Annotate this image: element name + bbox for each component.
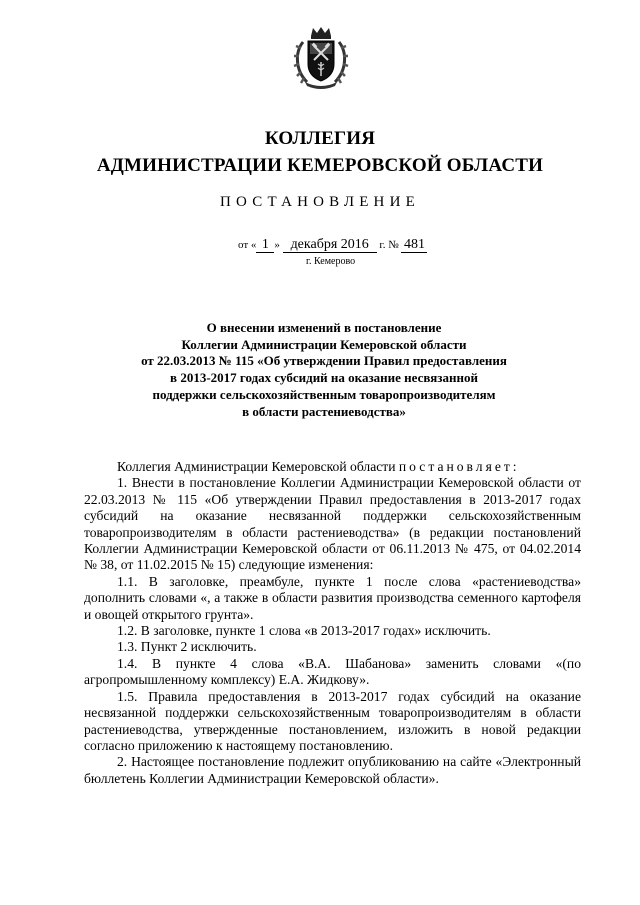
subject-line: от 22.03.2013 № 115 «Об утверждении Правил предоставления xyxy=(141,353,507,369)
body-paragraph: 1.5. Правила предоставления в 2013-2017 годах субсидий на оказание несвязанной поддержки сельскохозяйственным товаропроизводителям в области растениеводства, утвержденные постановлением, изложить в новой редакции согласно приложению к настоящему постановлению. xyxy=(84,688,581,753)
date-prefix: от « xyxy=(238,239,257,251)
date-mid: » xyxy=(274,239,280,251)
org-title-line-2: АДМИНИСТРАЦИИ КЕМЕРОВСКОЙ ОБЛАСТИ xyxy=(96,155,544,176)
document-body xyxy=(84,459,581,787)
document-city: г. Кемерово xyxy=(306,256,356,267)
body-paragraph: 2. Настоящее постановление подлежит опубликованию на сайте «Электронный бюллетень Коллегии Администрации Кемеровской области». xyxy=(84,754,581,786)
intro-text: Коллегия Администрации Кемеровской области xyxy=(117,459,396,474)
document-type: ПОСТАНОВЛЕНИЕ xyxy=(220,194,420,210)
body-paragraph: 1.1. В заголовке, преамбуле, пункте 1 после слова «растениеводства» дополнить словами «, а также в области развития производства семенного картофеля и овощей открытого грунта». xyxy=(84,573,581,622)
subject-line: О внесении изменений в постановление xyxy=(206,320,442,335)
date-day: 1 xyxy=(256,238,274,253)
body-paragraph: 1.2. В заголовке, пункте 1 слова «в 2013-2017 годах» исключить. xyxy=(117,623,491,639)
intro-decree-word: постановляет: xyxy=(398,459,520,474)
subject-line: в области растениеводства» xyxy=(242,403,406,419)
intro-paragraph xyxy=(84,459,581,475)
subject-line: в 2013-2017 годах субсидий на оказание несвязанной xyxy=(170,370,478,386)
date-year-suffix: г. xyxy=(379,239,386,251)
date-month-year: декабря 2016 xyxy=(283,238,377,253)
document-number-label: № xyxy=(388,239,399,251)
document-date-row xyxy=(238,238,427,253)
subject-line: поддержки сельскохозяйственным товаропроизводителям xyxy=(152,386,496,402)
document-number: 481 xyxy=(401,238,427,253)
org-title-line-1: КОЛЛЕГИЯ xyxy=(264,128,376,149)
body-paragraph: 1.4. В пункте 4 слова «В.А. Шабанова» заменить словами «(по агропромышленному комплексу) Е.А. Жидкову». xyxy=(84,655,581,688)
body-paragraph: 1.3. Пункт 2 исключить. xyxy=(117,639,257,655)
body-paragraph: 1. Внести в постановление Коллегии Администрации Кемеровской области от 22.03.2013 № 115 «Об утверждении Правил предоставления в 2013-2017 годах субсидий на оказание несвязанной поддержки сельскохозяйственным товаропроизводителям в области растениеводства» (в редакции постановлений Коллегии Администрации Кемеровской области от 06.11.2013 № 475, от 04.02.2014 № 38, от 11.02.2015 № 15) следующие изменения: xyxy=(84,475,581,573)
subject-line: Коллегии Администрации Кемеровской области xyxy=(181,336,467,352)
document-subject xyxy=(90,320,558,420)
kemerovo-coat-of-arms-icon xyxy=(291,26,351,90)
